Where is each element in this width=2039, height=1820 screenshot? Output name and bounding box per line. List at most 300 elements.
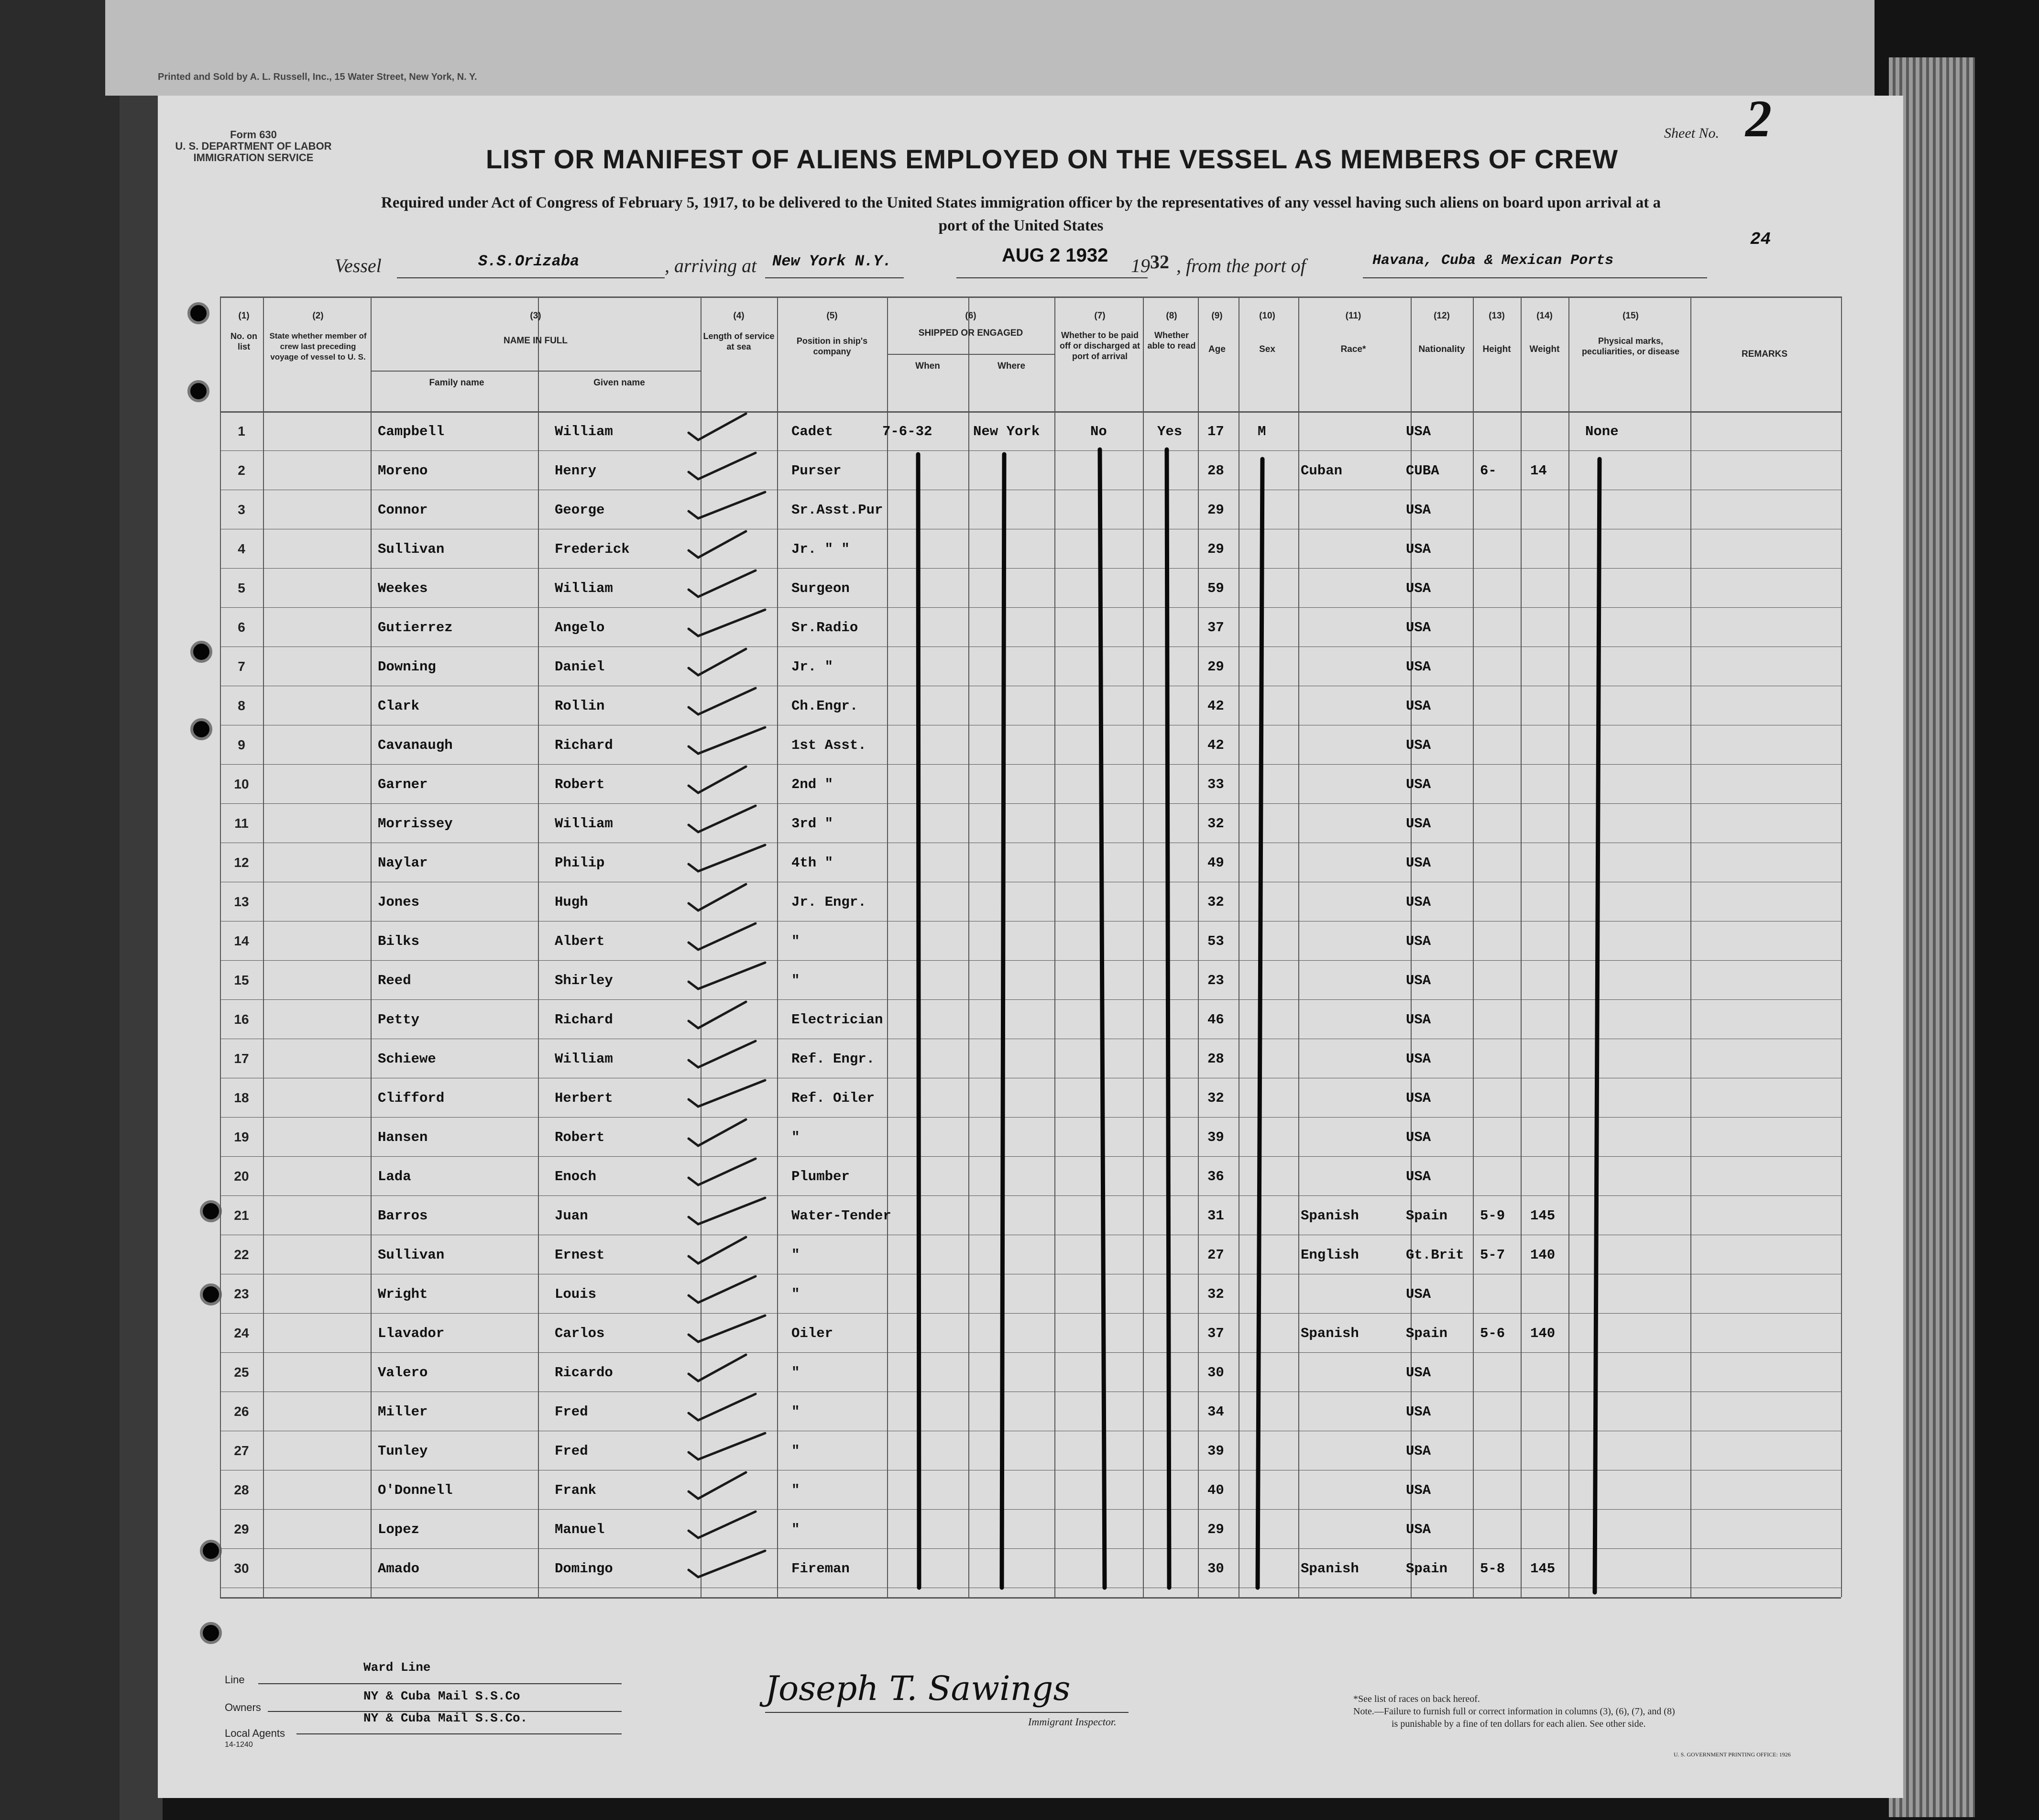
given-name: Frank <box>555 1482 597 1498</box>
family-name: Lada <box>378 1169 411 1184</box>
nationality: Spain <box>1406 1326 1448 1341</box>
family-name: Lopez <box>378 1522 420 1537</box>
age: 30 <box>1207 1365 1224 1381</box>
given-name: Rollin <box>555 698 605 714</box>
age: 59 <box>1207 581 1224 596</box>
nationality: USA <box>1406 894 1431 910</box>
position: Sr.Asst.Pur <box>791 502 883 518</box>
family-name: Jones <box>378 894 420 910</box>
paid-off: No <box>1090 424 1107 439</box>
age: 42 <box>1207 737 1224 753</box>
where-header: Where <box>997 361 1026 371</box>
nationality: Spain <box>1406 1561 1448 1577</box>
age: 49 <box>1207 855 1224 871</box>
nationality: USA <box>1406 737 1431 753</box>
given-name: Fred <box>555 1443 588 1459</box>
position: " <box>791 1247 800 1263</box>
check-mark <box>689 1276 756 1303</box>
check-mark <box>689 845 765 871</box>
given-name: Frederick <box>555 541 630 557</box>
row-number: 14 <box>234 933 249 948</box>
nationality: USA <box>1406 1443 1431 1459</box>
row-number: 11 <box>234 816 249 831</box>
position: Sr.Radio <box>791 620 858 636</box>
subtitle-line-2: port of the United States <box>938 217 1104 234</box>
check-mark <box>689 923 756 950</box>
given-name: Albert <box>555 933 605 949</box>
age: 23 <box>1207 973 1224 988</box>
height: 5-6 <box>1480 1326 1505 1341</box>
check-mark <box>689 1355 746 1381</box>
form-department: U. S. DEPARTMENT OF LABOR <box>175 140 332 152</box>
family-name: Clifford <box>378 1090 445 1106</box>
margin-mark: 24 <box>1750 230 1771 249</box>
family-name: Tunley <box>378 1443 428 1459</box>
col7-number: (7) <box>1094 311 1106 321</box>
nationality: USA <box>1406 973 1431 988</box>
position: Jr. Engr. <box>791 894 866 910</box>
col12-number: (12) <box>1434 311 1450 321</box>
row-number: 6 <box>238 620 245 635</box>
ditto-line-read <box>1167 450 1169 1588</box>
given-name: Shirley <box>555 973 613 988</box>
row-number: 13 <box>234 894 249 909</box>
nationality: USA <box>1406 816 1431 832</box>
date-stamp: AUG 2 1932 <box>1002 245 1108 266</box>
nationality: USA <box>1406 1286 1431 1302</box>
service-checkmarks <box>689 414 765 1577</box>
agents-value: NY & Cuba Mail S.S.Co. <box>363 1711 528 1725</box>
age: 29 <box>1207 502 1224 518</box>
age: 32 <box>1207 816 1224 832</box>
given-name: William <box>555 424 613 439</box>
row-number: 29 <box>234 1522 249 1536</box>
given-name: Daniel <box>555 659 605 675</box>
position: 1st Asst. <box>791 737 866 753</box>
nationality: USA <box>1406 620 1431 636</box>
position: Water-Tender <box>791 1208 891 1224</box>
position: " <box>791 933 800 949</box>
age: 29 <box>1207 541 1224 557</box>
weight: 14 <box>1530 463 1547 479</box>
col6-number: (6) <box>965 311 976 321</box>
nationality: USA <box>1406 541 1431 557</box>
check-mark <box>689 1237 746 1263</box>
races-note: *See list of races on back hereof. <box>1353 1694 1480 1704</box>
age: 53 <box>1207 933 1224 949</box>
row-number: 10 <box>234 777 249 791</box>
form-service: IMMIGRATION SERVICE <box>193 152 314 164</box>
check-mark <box>689 1394 756 1420</box>
line-underline <box>258 1683 622 1684</box>
line-value: Ward Line <box>363 1660 431 1675</box>
col1-number: (1) <box>238 311 250 321</box>
col13-number: (13) <box>1489 311 1505 321</box>
family-name: Weekes <box>378 581 428 596</box>
age: 37 <box>1207 620 1224 636</box>
family-name: Sullivan <box>378 1247 445 1263</box>
row-number: 22 <box>234 1247 249 1262</box>
check-mark <box>689 1433 765 1459</box>
row-number: 21 <box>234 1208 249 1223</box>
family-name: Reed <box>378 973 411 988</box>
position: Ref. Oiler <box>791 1090 875 1106</box>
col4-number: (4) <box>733 311 745 321</box>
penalty-note-1: Note.—Failure to furnish full or correct information in columns (3), (6), (7), and (8) <box>1353 1706 1675 1717</box>
shipped-when: 7-6-32 <box>882 424 932 439</box>
form-code: 14-1240 <box>225 1741 253 1749</box>
family-name: Miller <box>378 1404 428 1420</box>
weight: 140 <box>1530 1326 1556 1341</box>
vessel-label: Vessel <box>335 255 382 276</box>
nationality: USA <box>1406 1404 1431 1420</box>
col2-label: State whether member of crew last preceding voyage of vessel to U. S. <box>269 331 367 362</box>
given-name: Manuel <box>555 1522 605 1537</box>
given-name: Richard <box>555 737 613 753</box>
owners-label: Owners <box>225 1701 261 1713</box>
col9-label: Age <box>1208 344 1226 354</box>
gpo-imprint: U. S. GOVERNMENT PRINTING OFFICE: 1926 <box>1674 1751 1791 1758</box>
given-name: Herbert <box>555 1090 613 1106</box>
when-header: When <box>915 361 940 371</box>
col5-number: (5) <box>826 311 838 321</box>
nationality: USA <box>1406 1012 1431 1028</box>
family-name: Naylar <box>378 855 428 871</box>
position: 2nd " <box>791 777 833 792</box>
age: 27 <box>1207 1247 1224 1263</box>
nationality: USA <box>1406 1090 1431 1106</box>
position: Ch.Engr. <box>791 698 858 714</box>
given-name: Henry <box>555 463 597 479</box>
row-number: 17 <box>234 1051 249 1066</box>
family-name: Barros <box>378 1208 428 1224</box>
check-mark <box>689 884 746 910</box>
given-name: William <box>555 816 613 832</box>
nationality: USA <box>1406 659 1431 675</box>
signature-underline <box>765 1712 1129 1713</box>
age: 42 <box>1207 698 1224 714</box>
nationality: USA <box>1406 1169 1431 1184</box>
row-number: 12 <box>234 855 249 870</box>
ditto-line-when <box>918 454 919 1588</box>
vessel-name: S.S.Orizaba <box>478 252 580 270</box>
ditto-line-marks <box>1595 459 1600 1592</box>
ditto-line-sex <box>1258 459 1262 1588</box>
position: Jr. " <box>791 659 833 675</box>
row-number: 15 <box>234 973 249 987</box>
race: Spanish <box>1301 1208 1359 1224</box>
given-name-header: Given name <box>593 378 645 388</box>
age: 31 <box>1207 1208 1224 1224</box>
ditto-line-paid <box>1100 450 1105 1588</box>
race: Spanish <box>1301 1326 1359 1341</box>
age: 29 <box>1207 1522 1224 1537</box>
given-name: William <box>555 581 613 596</box>
penalty-note-2: is punishable by a fine of ten dollars for each alien. See other side. <box>1392 1719 1646 1729</box>
row-number: 5 <box>238 581 245 595</box>
nationality: Gt.Brit <box>1406 1247 1464 1263</box>
row-number: 4 <box>238 541 245 556</box>
nationality: USA <box>1406 1482 1431 1498</box>
check-mark <box>689 1119 746 1146</box>
position: 3rd " <box>791 816 833 832</box>
position: Purser <box>791 463 842 479</box>
nationality: USA <box>1406 1129 1431 1145</box>
position: " <box>791 1404 800 1420</box>
nationality: Spain <box>1406 1208 1448 1224</box>
inspector-label: Immigrant Inspector. <box>1028 1716 1117 1728</box>
given-name: George <box>555 502 605 518</box>
col8-label: Whether able to read <box>1147 330 1196 351</box>
race: Cuban <box>1301 463 1343 479</box>
check-mark <box>689 1512 756 1538</box>
check-mark <box>689 1198 765 1224</box>
check-mark <box>689 649 746 675</box>
nationality: USA <box>1406 933 1431 949</box>
check-mark <box>689 1041 756 1067</box>
nationality: USA <box>1406 424 1431 439</box>
given-name: Louis <box>555 1286 597 1302</box>
weight: 145 <box>1530 1561 1556 1577</box>
given-name: Richard <box>555 1012 613 1028</box>
age: 39 <box>1207 1129 1224 1145</box>
agents-underline <box>296 1733 622 1734</box>
inspector-signature: Joseph T. Sawings <box>765 1669 1071 1708</box>
age: 32 <box>1207 894 1224 910</box>
age: 46 <box>1207 1012 1224 1028</box>
agents-label: Local Agents <box>225 1727 285 1739</box>
col9-number: (9) <box>1211 311 1223 321</box>
from-port: Havana, Cuba & Mexican Ports <box>1372 252 1614 269</box>
check-mark <box>689 1551 765 1577</box>
check-mark <box>689 806 756 832</box>
position: Oiler <box>791 1326 833 1341</box>
line-label: Line <box>225 1674 245 1686</box>
check-mark <box>689 531 746 558</box>
col15-number: (15) <box>1622 311 1639 321</box>
subtitle-line-1: Required under Act of Congress of February 5, 1917, to be delivered to the United States immigration officer by the representatives of any vessel having such aliens on board upon arrival at a <box>381 194 1661 211</box>
col11-label: Race* <box>1340 344 1366 354</box>
check-mark <box>689 727 765 754</box>
col8-number: (8) <box>1166 311 1177 321</box>
sheet-label: Sheet No. <box>1664 125 1719 141</box>
age: 30 <box>1207 1561 1224 1577</box>
check-mark <box>689 453 756 479</box>
position: " <box>791 1443 800 1459</box>
family-name: O'Donnell <box>378 1482 453 1498</box>
row-number: 28 <box>234 1482 249 1497</box>
printer-credit: Printed and Sold by A. L. Russell, Inc., 15 Water Street, New York, N. Y. <box>158 72 477 82</box>
age: 28 <box>1207 1051 1224 1067</box>
row-number: 3 <box>238 502 245 517</box>
age: 34 <box>1207 1404 1224 1420</box>
col6-label: SHIPPED OR ENGAGED <box>918 328 1023 338</box>
family-name: Petty <box>378 1012 420 1028</box>
row-number: 18 <box>234 1090 249 1105</box>
col14-label: Weight <box>1529 344 1560 354</box>
row-number: 7 <box>238 659 245 674</box>
given-name: Philip <box>555 855 605 871</box>
family-name: Gutierrez <box>378 620 453 636</box>
position: Jr. " " <box>791 541 850 557</box>
row-number: 19 <box>234 1129 249 1144</box>
family-name: Connor <box>378 502 428 518</box>
height: 5-9 <box>1480 1208 1505 1224</box>
given-name: Ricardo <box>555 1365 613 1381</box>
check-mark <box>689 492 765 518</box>
row-number: 27 <box>234 1443 249 1458</box>
col11-number: (11) <box>1345 311 1361 321</box>
check-mark <box>689 1159 756 1185</box>
position: Fireman <box>791 1561 850 1577</box>
check-mark <box>689 1002 746 1028</box>
year-suffix: 32 <box>1150 251 1169 273</box>
shipped-where: New York <box>973 424 1040 439</box>
given-name: Domingo <box>555 1561 613 1577</box>
position: " <box>791 1522 800 1537</box>
family-name: Hansen <box>378 1129 428 1145</box>
owners-value: NY & Cuba Mail S.S.Co <box>363 1689 520 1703</box>
row-number: 23 <box>234 1286 249 1301</box>
position: Ref. Engr. <box>791 1051 875 1067</box>
given-name: Ernest <box>555 1247 605 1263</box>
col1-label: No. on list <box>230 331 257 351</box>
family-name: Wright <box>378 1286 428 1302</box>
family-name-header: Family name <box>429 378 484 388</box>
age: 32 <box>1207 1286 1224 1302</box>
physical-marks: None <box>1585 424 1619 439</box>
col13-label: Height <box>1482 344 1511 354</box>
check-mark <box>689 610 765 636</box>
family-name: Cavanaugh <box>378 737 453 753</box>
ditto-line-where <box>1002 454 1004 1588</box>
weight: 145 <box>1530 1208 1556 1224</box>
col12-label: Nationality <box>1418 344 1465 354</box>
remarks-header: REMARKS <box>1741 349 1788 359</box>
position: Surgeon <box>791 581 850 596</box>
position: " <box>791 973 800 988</box>
family-name: Bilks <box>378 933 420 949</box>
given-name: Robert <box>555 1129 605 1145</box>
col14-number: (14) <box>1536 311 1553 321</box>
row-number: 1 <box>238 424 245 439</box>
row-number: 8 <box>238 698 245 713</box>
family-name: Llavador <box>378 1326 445 1341</box>
family-name: Downing <box>378 659 436 675</box>
position: " <box>791 1365 800 1381</box>
nationality: USA <box>1406 1365 1431 1381</box>
position: " <box>791 1482 800 1498</box>
row-number: 26 <box>234 1404 249 1419</box>
weight: 140 <box>1530 1247 1556 1263</box>
age: 40 <box>1207 1482 1224 1498</box>
col7-label: Whether to be paid off or discharged at port of arrival <box>1059 330 1140 361</box>
arriving-port: New York N.Y. <box>772 252 892 270</box>
row-number: 30 <box>234 1561 249 1576</box>
position: 4th " <box>791 855 833 871</box>
nationality: CUBA <box>1406 463 1439 479</box>
col10-label: Sex <box>1259 344 1275 354</box>
family-name: Moreno <box>378 463 428 479</box>
family-name: Schiewe <box>378 1051 436 1067</box>
row-number: 2 <box>238 463 245 478</box>
given-name: Hugh <box>555 894 588 910</box>
row-number: 20 <box>234 1169 249 1184</box>
check-mark <box>689 1472 746 1499</box>
age: 36 <box>1207 1169 1224 1184</box>
check-mark <box>689 688 756 714</box>
height: 6- <box>1480 463 1497 479</box>
age: 29 <box>1207 659 1224 675</box>
age: 37 <box>1207 1326 1224 1341</box>
given-name: Fred <box>555 1404 588 1420</box>
given-name: Carlos <box>555 1326 605 1341</box>
nationality: USA <box>1406 1522 1431 1537</box>
race: English <box>1301 1247 1359 1263</box>
given-name: Robert <box>555 777 605 792</box>
family-name: Valero <box>378 1365 428 1381</box>
nationality: USA <box>1406 855 1431 871</box>
arriving-label: , arriving at <box>665 255 757 276</box>
check-mark <box>689 1080 765 1107</box>
check-mark <box>689 414 746 440</box>
col10-number: (10) <box>1259 311 1275 321</box>
position: " <box>791 1286 800 1302</box>
col5-label: Position in ship's company <box>796 336 868 356</box>
check-mark <box>689 963 765 989</box>
check-mark <box>689 767 746 793</box>
family-name: Morrissey <box>378 816 453 832</box>
given-name: William <box>555 1051 613 1067</box>
nationality: USA <box>1406 581 1431 596</box>
nationality: USA <box>1406 777 1431 792</box>
sheet-number: 2 <box>1745 89 1772 148</box>
row-number: 9 <box>238 737 245 752</box>
col2-number: (2) <box>312 311 324 321</box>
sex: M <box>1258 424 1266 439</box>
check-mark <box>689 570 756 597</box>
nationality: USA <box>1406 502 1431 518</box>
from-port-label: , from the port of <box>1176 255 1306 276</box>
row-number: 25 <box>234 1365 249 1380</box>
given-name: Enoch <box>555 1169 597 1184</box>
given-name: Juan <box>555 1208 588 1224</box>
age: 17 <box>1207 424 1224 439</box>
family-name: Clark <box>378 698 420 714</box>
height: 5-7 <box>1480 1247 1505 1263</box>
nationality: USA <box>1406 698 1431 714</box>
row-number: 16 <box>234 1012 249 1027</box>
age: 39 <box>1207 1443 1224 1459</box>
position: Cadet <box>791 424 833 439</box>
row-number: 24 <box>234 1326 249 1340</box>
year-prefix: 19 <box>1131 255 1150 276</box>
family-name: Sullivan <box>378 541 445 557</box>
able-to-read: Yes <box>1157 424 1183 439</box>
given-name: Angelo <box>555 620 605 636</box>
col3-number: (3) <box>530 311 541 321</box>
age: 28 <box>1207 463 1224 479</box>
col4-label: Length of service at sea <box>703 331 775 351</box>
race: Spanish <box>1301 1561 1359 1577</box>
position: Plumber <box>791 1169 850 1184</box>
family-name: Garner <box>378 777 428 792</box>
nationality: USA <box>1406 1051 1431 1067</box>
family-name: Amado <box>378 1561 420 1577</box>
age: 32 <box>1207 1090 1224 1106</box>
position: " <box>791 1129 800 1145</box>
age: 33 <box>1207 777 1224 792</box>
